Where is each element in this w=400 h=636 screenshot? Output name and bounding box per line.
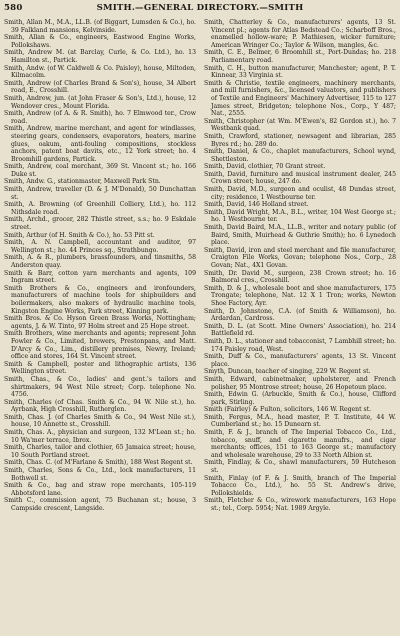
directory-entry: Smith, Andrew, marine merchant, and agent for windlasses, steering gears, condensers, evaporators, heaters, marine glues, oakum, anti-fouling compositions, stockless anchors, patent boat davits, etc., 12 York street; ho. 4 Broomhill gardens, Partick. <box>4 125 196 163</box>
directory-entry: Smith, Duff & Co., manufacturers' agents, 13 St. Vincent place. <box>204 353 396 368</box>
page-number: 580 <box>4 3 23 13</box>
directory-entry: Smith, David Baird, M.A., LL.B., writer and notary public (of Baird, Smith, Muirhead & Guthrie Smith); ho. 6 Lynedoch place. <box>204 224 396 247</box>
directory-entry: Smith, D. L. (at Scott. Mine Owners' Association), ho. 214 Battlefield rd. <box>204 322 396 338</box>
right-column <box>204 19 396 513</box>
directory-entry: Smith, David, iron and steel merchant and file manufacturer, Craigton File Works, Govan; telephone Nos., Corp., 28 Govan; Nat., 4X1 Govan. <box>204 246 396 269</box>
directory-entry: Smith & Christie, textile engineers, machinery merchants, and mill furnishers, &c., licensed valuators, and publishers of Textile and Engineers' Machinery Advertiser, 115 to 127 James street, Bridgeton; telephone Nos., Corp., Y 487; Nat., 2555. <box>204 79 396 118</box>
directory-entry: Smith, Finlay (of F. & J. Smith, branch of The Imperial Tobacco Co., Ltd.), ho. 55 St. Andrew's drive, Pollokshields. <box>204 474 396 497</box>
directory-entry: Smith, C. E., Belmer, 6 Broomhill st., Port-Dundas; ho. 218 Parliamentary road. <box>204 49 396 64</box>
directory-entry: Smith, David, clothier, 70 Grant street. <box>204 163 326 171</box>
directory-entry: Smith, Andrew (of A. & R. Smith), ho. 7 Elmwood ter., Crow road. <box>4 110 196 125</box>
directory-entry: Smith, Dr. David M., surgeon, 238 Crown street; ho. 16 Balmoral cres., Crosshill. <box>204 269 396 285</box>
directory-entry: Smith, Chas., & Co., ladies' and gent.'s tailors and shirtmakers, 94 West Nile street; Corp. telephone No. 4756. <box>4 375 196 399</box>
directory-entry: Smith, D. L., stationer and tobacconist, 7 Lambhill street; ho. 174 Paisley road, West. <box>204 337 396 353</box>
directory-entry: Smith, David, M.D., surgeon and oculist, 48 Dundas street, city; residence, 1 Westbourne ter. <box>204 186 396 201</box>
directory-entry: Smith, Chas. C. (of M'Farlane & Smith), 188 West Regent st. <box>4 459 193 467</box>
directory-entry: Smith & Campbell, poster and lithographic artists, 136 Wellington street. <box>4 360 196 376</box>
directory-entry: Smith, D. Johnstone, C.A. (of Smith & Williamson), ho. Ardardan, Cardross. <box>204 307 396 323</box>
directory-entry: Smith, A. & R., plumbers, brassfounders, and tinsmiths, 58 Anderston quay. <box>4 254 196 269</box>
directory-entry: Smith, Charles (of Chas. Smith & Co., 94 W. Nile st.), ho. Ayrbank, High Crosshill, Rutherglen. <box>4 398 196 414</box>
directory-entry: Smith, Andrew M. (at Barclay, Curle, & Co. Ltd.), ho. 13 Hamilton st., Partick. <box>4 49 196 64</box>
directory-entry: Smith, Andw. (of W. Caldwell & Co. Paisley), house, Miltoden, Kilmacolm. <box>4 64 196 80</box>
directory-entry: Smith, Chas. A., physician and surgeon, 132 M'Lean st.; ho. 10 Wa'mer terrace, Ibrox. <box>4 429 196 444</box>
directory-entry: Smith, Arthur (of H. Smith & Co.), ho. 53 Pitt st. <box>4 231 155 239</box>
directory-entry: Smith, Charles, Sons & Co., Ltd., lock manufacturers, 11 Bothwell st. <box>4 467 196 482</box>
directory-entry: Smith, Fletcher & Co., wirework manufacturers, 163 Hope st.; tel., Corp. 5954; Nat. 1989 Argyle. <box>204 497 396 512</box>
directory-entry: Smith, F. & J., branch of The Imperial Tobacco Co., Ltd., tobacco, snuff, and cigarette manufrs., and cigar merchants; offices, 151 to 163 George st.; manufactory and wholesale warehouse, 29 to 33 North Albion st. <box>204 429 396 459</box>
directory-entry: Smith, Allan & Co., engineers, Eastwood Engine Works, Pollokshaws. <box>4 34 196 49</box>
directory-entry: Smith Brothers & Co., engineers and ironfounders, manufacturers of machine tools for shipbuilders and boilermakers, also makers of hydraulic machine tools, Kingston Engine Works, Park street, Kinning park. <box>4 284 196 315</box>
directory-entry: Smith (Fairley) & Fulton, solicitors, 146 W. Regent st. <box>204 406 372 414</box>
directory-entry: Smith & Barr, cotton yarn merchants and agents, 109 Ingram street. <box>4 269 196 285</box>
directory-entry: Smyth, Duncan, teacher of singing, 229 W. Regent st. <box>204 368 371 376</box>
directory-entry: Smith, Fergus, M.A., head master, P. T. Institute, 44 W. Cumberland st.; ho. 15 Dunearn st. <box>204 413 396 429</box>
directory-columns <box>4 19 396 513</box>
directory-entry: Smith, David Wright, M.A., B.L., writer, 104 West George st.; ho. 1 Westbourne ter. <box>204 208 396 224</box>
directory-entry: Smith, Chatterley & Co., manufacturers' agents, 13 St. Vincent pl.; agents for Atlas Bedstead Co.; Scharboff Bros., enamelled hollow-ware; P. Mathiesen, wicker furniture; American Wringer Co.; Taylor & Wilson, mangles, &c. <box>204 19 396 49</box>
directory-entry: Smith Brothers, wine merchants and agents; represent John Fowler & Co., Limited, brewers, Prestonpans, and Matt. D'Arcy & Co., Lim., distillery premises, Newry, Ireland; office and stores, 164 St. Vincent street. <box>4 330 196 361</box>
directory-entry: Smith, David, furniture and musical instrument dealer, 245 Crown street; house, 247 do. <box>204 170 396 186</box>
directory-entry: Smith Bros. & Co. Hyson Green Brass Works, Nottingham; agents, J. & W. Tinto, 97 Holm street and 25 Hope street. <box>4 315 196 330</box>
directory-entry: Smith, Allan M., M.A., LL.B. (of Biggart, Lumsden & Co.), ho. 39 Falkland mansions, Kelvinside. <box>4 19 196 34</box>
directory-entry: Smith, Edwin G. (Arbuckle, Smith & Co.), house, Clifford park, Stirling. <box>204 391 396 406</box>
directory-entry: Smith, Archd., grocer, 282 Thistle street, s.s.; ho. 9 Eskdale street. <box>4 216 196 232</box>
directory-entry: Smith C., commission agent, 75 Buchanan st.; house, 3 Campside crescent, Langside. <box>4 497 196 512</box>
page-header <box>4 3 396 17</box>
directory-entry: Smith, David, 146 Holland street. <box>204 201 309 209</box>
directory-entry: Smith & Co., bag and straw rope merchants, 105-119 Abbotsford lane. <box>4 482 196 497</box>
directory-entry: Smith, Chas. J. (of Charles Smith & Co., 94 West Nile st.), house, 10 Annette st., Crosshill. <box>4 413 196 429</box>
left-column <box>4 19 196 513</box>
directory-entry: Smith, Andw. G., stationmaster, Maxwell Park Stn. <box>4 178 161 186</box>
page-title: SMITH.—GENERAL DIRECTORY.—SMITH <box>96 3 304 13</box>
directory-entry: Smith, Edward, cabinetmaker, upholsterer, and French polisher, 95 Montrose street; house, 26 Hopetoun place. <box>204 375 396 391</box>
directory-entry: Smith, A. Browning (of Greenhill Colliery, Ltd.), ho. 112 Nithsdale road. <box>4 201 196 216</box>
directory-entry: Smith, Andrew, coal merchant, 369 St. Vincent st.; ho. 166 Duke st. <box>4 163 196 178</box>
directory-entry: Smith, Andrew (of Charles Brand & Son's), house, 34 Albert road, E., Crosshill. <box>4 79 196 95</box>
directory-entry: Smith, A. N. Campbell, accountant and auditor, 97 Wellington st.; ho. 44 Princes sq., Strathbungo. <box>4 239 196 254</box>
directory-entry: Smith, Crawford, stationer, newsagent and librarian, 285 Byres rd.; ho. 289 do. <box>204 132 396 148</box>
directory-page <box>4 3 396 630</box>
directory-entry: Smith, Andrew, jun. (at John Fraser & Son's, Ltd.), house, 12 Wendover cres., Mount Florida. <box>4 94 196 110</box>
directory-entry: Smith, Charles, tailor and clothier, 65 Jamaica street; house, 10 South Portland street. <box>4 444 196 459</box>
directory-entry: Smith, Daniel, & Co., chaplet manufacturers, School wynd, Shettleston. <box>204 148 396 163</box>
directory-entry: Smith, Christopher (at Wm. M'Ewen's, 82 Gordon st.), ho. 7 Westbank quad. <box>204 117 396 133</box>
directory-entry: Smith, Findlay, & Co., shawl manufacturers, 59 Hutcheson st. <box>204 459 396 475</box>
directory-entry: Smith, D. & J., wholesale boot and shoe manufacturers, 175 Trongate; telephone, Nat. 12 X 1 Tron; works, Newton Shoe Factory, Ayr. <box>204 284 396 307</box>
directory-entry: Smith, Andrew, traveller (D. & J. M'Donald), 50 Dunchattan st. <box>4 186 196 201</box>
directory-entry: Smith, C. H., button manufacturer, Manchester; agent, P. T. Kinnear, 33 Virginia st. <box>204 64 396 80</box>
